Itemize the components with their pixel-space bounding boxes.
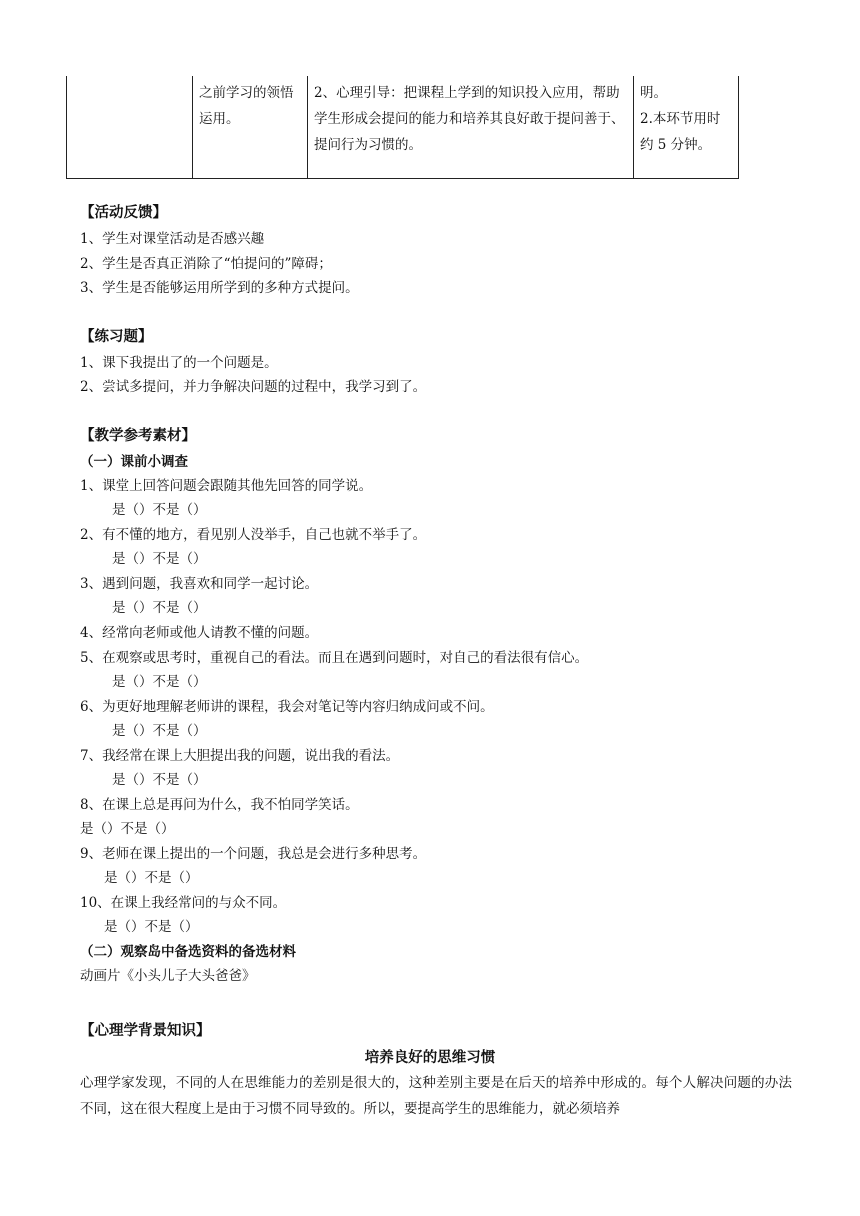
survey-line: 4、经常向老师或他人请教不懂的问题。 [80,625,319,641]
survey-line: 2、有不懂的地方，看见别人没举手，自己也就不举手了。 [80,527,427,543]
material-item: 动画片《小头儿子大头爸爸》 [80,968,256,984]
feedback-item-3: 3、学生是否能够运用所学到的多种方式提问。 [80,280,359,296]
material-heading: （二）观察岛中备选资料的备选材料 [80,944,296,960]
table-cell-1 [67,76,193,179]
table-cell-4: 明。 2.本环节用时约 5 分钟。 [634,76,739,179]
survey-answer: 是（）不是（） [104,870,199,886]
reference-heading: 【教学参考素材】 [80,428,196,444]
feedback-item-1: 1、学生对课堂活动是否感兴趣 [80,231,265,247]
survey-line: 1、课堂上回答问题会跟随其他先回答的同学说。 [80,478,373,494]
exercise-item-1: 1、课下我提出了的一个问题是。 [80,355,278,371]
survey-line: 8、在课上总是再问为什么，我不怕同学笑话。 [80,797,359,813]
survey-answer: 是（）不是（） [112,551,207,567]
psychology-heading: 【心理学背景知识】 [80,1023,211,1039]
feedback-item-2: 2、学生是否真正消除了“怕提问的”障碍； [80,256,332,272]
exercise-item-2: 2、尝试多提问，并力争解决问题的过程中，我学习到了。 [80,379,427,395]
feedback-heading: 【活动反馈】 [80,205,167,221]
table-row [67,76,739,179]
survey-line: 6、为更好地理解老师讲的课程，我会对笔记等内容归纳成问或不问。 [80,699,494,715]
table-cell-2: 之前学习的领悟运用。 [193,76,308,179]
survey-line: 3、遇到问题，我喜欢和同学一起讨论。 [80,576,319,592]
survey-answer: 是（）不是（） [112,600,207,616]
psychology-paragraph: 心理学家发现，不同的人在思维能力的差别是很大的，这种差别主要是在后天的培养中形成的。每个人解决问题的办法不同，这在很大程度上是由于习惯不同导致的。所以，要提高学生的思维能力，就必须培养 [80,1075,792,1117]
survey-answer: 是（）不是（） [104,919,199,935]
survey-answer: 是（）不是（） [112,723,207,739]
survey-heading: （一）课前小调查 [80,454,188,470]
survey-answer: 是（）不是（） [112,502,207,518]
psychology-title: 培养良好的思维习惯 [364,1050,496,1066]
survey-line: 7、我经常在课上大胆提出我的问题，说出我的看法。 [80,748,400,764]
lesson-table-fragment [66,76,739,179]
survey-answer: 是（）不是（） [112,772,207,788]
survey-line: 9、老师在课上提出的一个问题，我总是会进行多种思考。 [80,846,427,862]
table-cell-3: 2、心理引导：把课程上学到的知识投入应用，帮助学生形成会提问的能力和培养其良好敢于提问善于、提问行为习惯的。 [308,76,634,179]
survey-answer: 是（）不是（） [80,821,175,837]
survey-line: 5、在观察或思考时，重视自己的看法。而且在遇到问题时，对自己的看法很有信心。 [80,650,589,666]
survey-answer: 是（）不是（） [112,674,207,690]
exercise-heading: 【练习题】 [80,329,153,345]
survey-line: 10、在课上我经常问的与众不同。 [80,895,287,911]
